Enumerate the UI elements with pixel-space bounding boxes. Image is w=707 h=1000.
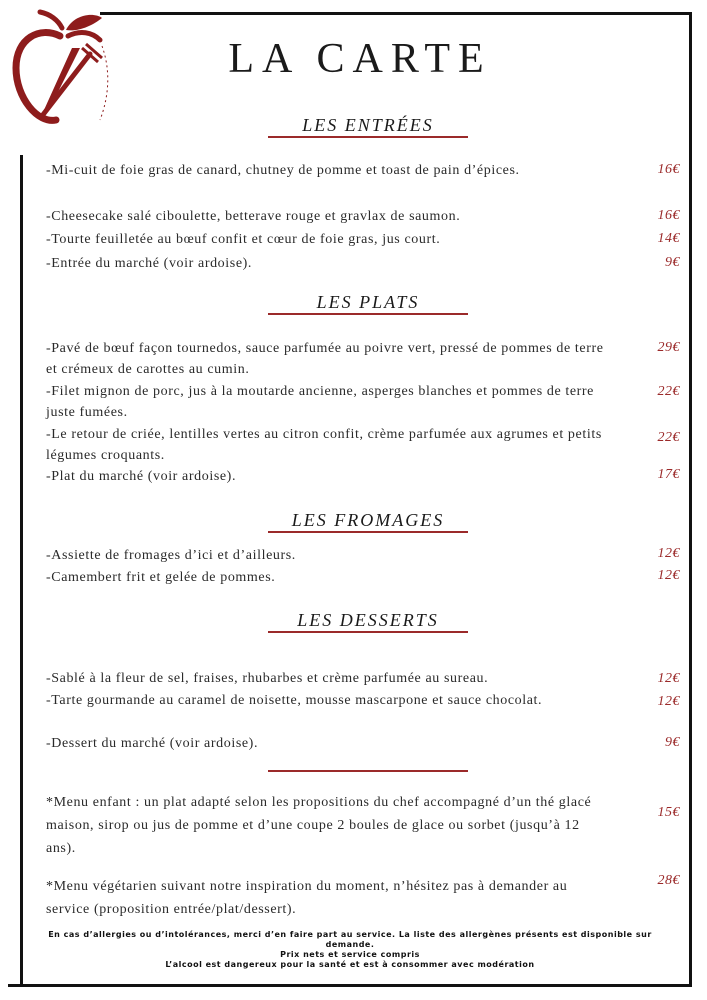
menus-divider <box>268 770 468 772</box>
item-price: 22€ <box>657 384 680 399</box>
footer-alcohol: L’alcool est dangereux pour la santé et est à consommer avec modération <box>165 960 535 969</box>
item-price: 29€ <box>657 340 680 355</box>
menu-item: -Dessert du marché (voir ardoise). <box>46 736 259 751</box>
section-title-fromages: LES FROMAGES <box>291 510 445 530</box>
page-title: LA CARTE <box>228 36 492 82</box>
item-price: 16€ <box>657 208 680 223</box>
item-price: 12€ <box>657 671 680 686</box>
item-price: 12€ <box>657 694 680 709</box>
section-title-desserts: LES DESSERTS <box>297 610 439 630</box>
frame-top-border <box>100 12 692 15</box>
section-title-plats: LES PLATS <box>316 292 420 312</box>
menu-item: -Cheesecake salé ciboulette, betterave rouge et gravlax de saumon. <box>46 209 461 224</box>
item-price: 12€ <box>657 568 680 583</box>
section-underline <box>268 531 468 533</box>
footer-prices: Prix nets et service compris <box>280 950 420 959</box>
menu-item: -Assiette de fromages d’ici et d’ailleurs. <box>46 548 296 563</box>
menu-item: -Mi-cuit de foie gras de canard, chutney de pomme et toast de pain d’épices. <box>46 163 520 178</box>
menu-vegetarien: *Menu végétarien suivant notre inspiration du moment, n’hésitez pas à demander au service (proposition entrée/plat/dessert). <box>46 879 568 917</box>
footer-allergies: En cas d’allergies ou d’intolérances, merci d’en faire part au service. La liste des allergènes présents est disponible sur demande. <box>48 930 652 949</box>
section-underline <box>268 136 468 138</box>
menu-item: -Le retour de criée, lentilles vertes au citron confit, crème parfumée aux agrumes et petits légumes croquants. <box>46 427 602 463</box>
section-title-entrees: LES ENTRÉES <box>302 115 434 135</box>
menu-item: -Tarte gourmande au caramel de noisette, mousse mascarpone et sauce chocolat. <box>46 693 543 708</box>
section-underline <box>268 313 468 315</box>
section-underline <box>268 631 468 633</box>
frame-left-border <box>20 155 23 985</box>
item-price: 12€ <box>657 546 680 561</box>
item-price: 15€ <box>657 805 680 820</box>
item-price: 14€ <box>657 231 680 246</box>
item-price: 9€ <box>665 255 680 270</box>
item-price: 22€ <box>657 430 680 445</box>
apple-cutlery-logo-icon <box>10 8 120 128</box>
frame-bottom-border <box>8 984 692 987</box>
item-price: 17€ <box>657 467 680 482</box>
item-price: 16€ <box>657 162 680 177</box>
menu-item: -Tourte feuilletée au bœuf confit et cœur de foie gras, jus court. <box>46 232 441 247</box>
menu-enfant: *Menu enfant : un plat adapté selon les propositions du chef accompagné d’un thé glacé maison, sirop ou jus de pomme et d’une coupe 2 boules de glace ou sorbet (jusqu’à 12 ans). <box>46 795 592 856</box>
item-price: 9€ <box>665 735 680 750</box>
menu-item: -Camembert frit et gelée de pommes. <box>46 570 276 585</box>
menu-item: -Pavé de bœuf façon tournedos, sauce parfumée au poivre vert, pressé de pommes de terre et crémeux de carottes au cumin. <box>46 341 604 377</box>
menu-item: -Entrée du marché (voir ardoise). <box>46 256 252 271</box>
frame-right-border <box>689 12 692 987</box>
menu-item: -Sablé à la fleur de sel, fraises, rhubarbes et crème parfumée au sureau. <box>46 671 489 686</box>
item-price: 28€ <box>657 873 680 888</box>
menu-item: -Filet mignon de porc, jus à la moutarde ancienne, asperges blanches et pommes de terre juste fumées. <box>46 384 594 420</box>
menu-item: -Plat du marché (voir ardoise). <box>46 469 237 484</box>
